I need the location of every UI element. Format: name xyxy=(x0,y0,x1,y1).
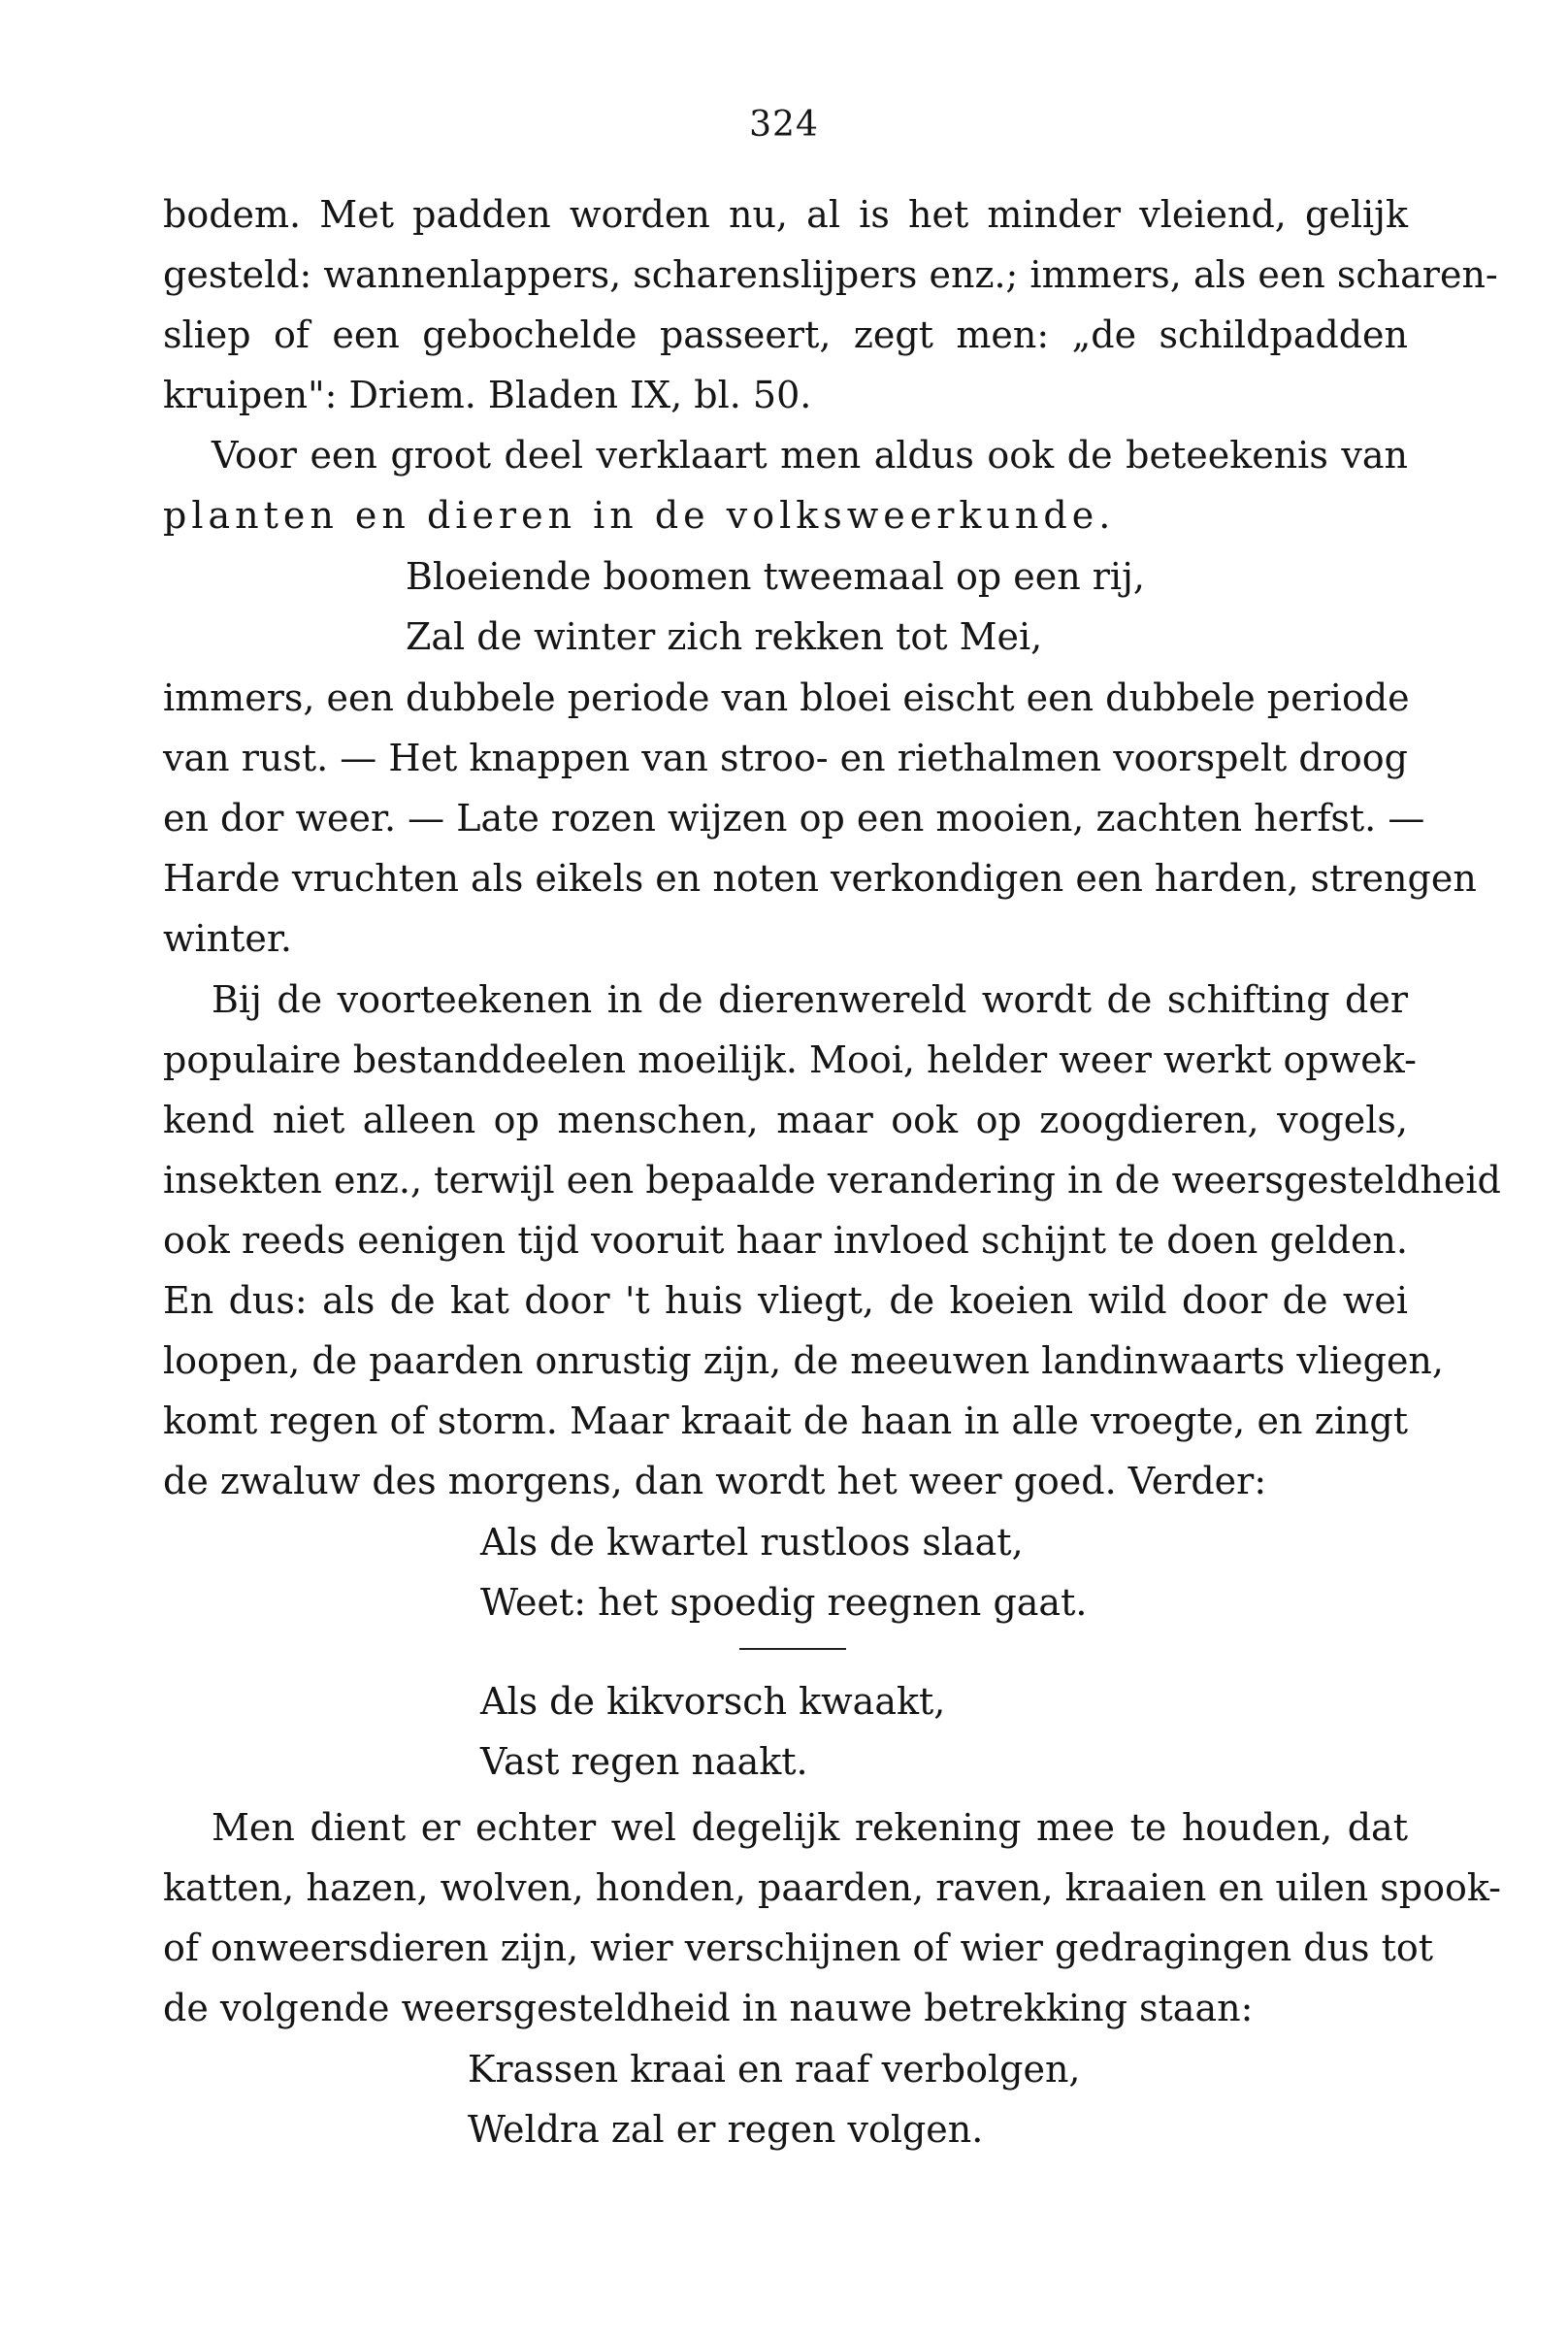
verse-line: Bloeiende boomen tweemaal op een rij, xyxy=(406,555,1145,598)
text-line: kend niet alleen op menschen, maar ook op zoogdieren, vogels, xyxy=(163,1099,1408,1141)
verse-line: Als de kikvorsch kwaakt, xyxy=(480,1680,946,1723)
text-line: insekten enz., terwijl een bepaalde verandering in de weersgesteldheid xyxy=(163,1159,1501,1202)
text-line: ook reeds eenigen tijd vooruit haar invloed schijnt te doen gelden. xyxy=(163,1219,1408,1262)
text-line: of onweersdieren zijn, wier verschijnen of wier gedragingen dus tot xyxy=(163,1927,1434,1969)
text-line: kruipen": Driem. Bladen IX, bl. 50. xyxy=(163,374,812,416)
text-line: immers, een dubbele periode van bloei eischt een dubbele periode xyxy=(163,676,1410,719)
verse-line: Weet: het spoedig reegnen gaat. xyxy=(480,1581,1088,1624)
text-line: loopen, de paarden onrustig zijn, de meeuwen landinwaarts vliegen, xyxy=(163,1339,1444,1382)
verse-line: Weldra zal er regen volgen. xyxy=(468,2108,984,2151)
text-line: sliep of een gebochelde passeert, zegt men: „de schildpadden xyxy=(163,313,1408,356)
text-line: gesteld: wannenlappers, scharenslijpers enz.; immers, als een scharen- xyxy=(163,253,1498,296)
text-line: En dus: als de kat door 't huis vliegt, de koeien wild door de wei xyxy=(163,1279,1408,1322)
verse-line: Als de kwartel rustloos slaat, xyxy=(480,1521,1024,1564)
text-line: katten, hazen, wolven, honden, paarden, raven, kraaien en uilen spook- xyxy=(163,1866,1502,1909)
paragraph-start-line: Men dient er echter wel degelijk rekening mee te houden, dat xyxy=(212,1806,1408,1849)
text-line: Harde vruchten als eikels en noten verkondigen een harden, strengen xyxy=(163,857,1477,900)
text-line: van rust. — Het knappen van stroo- en riethalmen voorspelt droog xyxy=(163,737,1408,779)
text-line: planten en dieren in de volksweerkunde. xyxy=(163,494,1116,537)
text-line: winter. xyxy=(163,917,292,960)
text-line: en dor weer. — Late rozen wijzen op een mooien, zachten herfst. — xyxy=(163,797,1425,840)
text-line: populaire bestanddeelen moeilijk. Mooi, helder weer werkt opwek- xyxy=(163,1038,1417,1081)
paragraph-start-line: Voor een groot deel verklaart men aldus ook de beteekenis van xyxy=(212,434,1408,477)
verse-line: Vast regen naakt. xyxy=(480,1740,808,1783)
verse-line: Krassen kraai en raaf verbolgen, xyxy=(468,2048,1081,2091)
verse-line: Zal de winter zich rekken tot Mei, xyxy=(406,615,1043,658)
text-line: de zwaluw des morgens, dan wordt het weer goed. Verder: xyxy=(163,1460,1267,1502)
text-line: komt regen of storm. Maar kraait de haan in alle vroegte, en zingt xyxy=(163,1400,1408,1442)
section-divider xyxy=(739,1648,846,1650)
paragraph-start-line: Bij de voorteekenen in de dierenwereld wordt de schifting der xyxy=(212,978,1408,1021)
text-line: bodem. Met padden worden nu, al is het minder vleiend, gelijk xyxy=(163,193,1408,236)
text-line: de volgende weersgesteldheid in nauwe betrekking staan: xyxy=(163,1987,1254,2029)
page-number: 324 xyxy=(749,105,819,145)
